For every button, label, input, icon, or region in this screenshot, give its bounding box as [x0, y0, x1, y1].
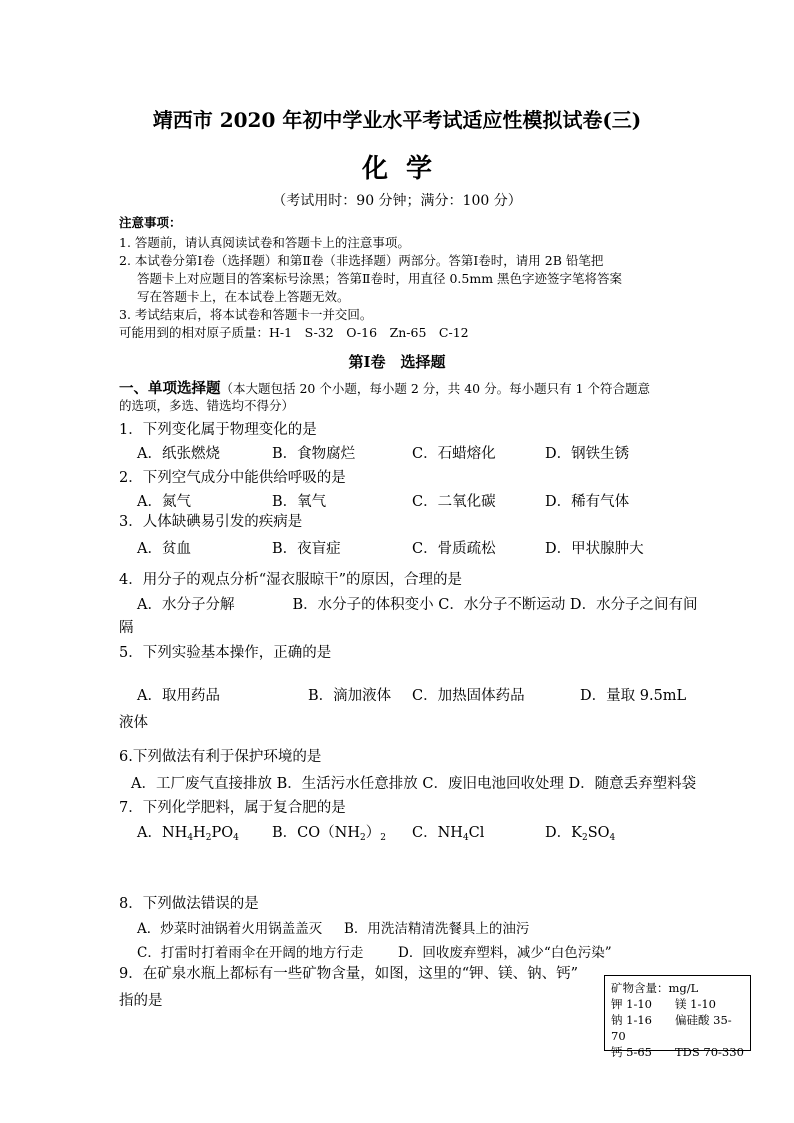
question-stem: 5．下列实验基本操作，正确的是: [119, 645, 332, 661]
option-d: D．甲状腺肿大: [545, 541, 644, 557]
option-b: B．夜盲症: [272, 541, 341, 557]
option-d: D．回收废弃塑料，减少“白色污染”: [398, 945, 612, 961]
part1-desc-cont: 的选项，多选、错选均不得分）: [119, 398, 295, 413]
option-d: D．$K_2SO_4$: [545, 825, 616, 843]
question-stem: 7．下列化学肥料，属于复合肥的是: [119, 800, 346, 816]
notes-item: 2. 本试卷分第Ⅰ卷（选择题）和第Ⅱ卷（非选择题）两部分。答第Ⅰ卷时，请用 2B 铅笔把: [119, 253, 604, 268]
options-line: A．水分子分解 B．水分子的体积变小 C．水分子不断运动 D．水分子之间有间: [137, 597, 698, 613]
notes-item: 1. 答题前，请认真阅读试卷和答题卡上的注意事项。: [119, 235, 410, 250]
option-c: C．打雷时打着雨伞在开阔的地方行走: [137, 945, 364, 961]
exam-title: 靖西市 2020 年初中学业水平考试适应性模拟试卷(三): [152, 108, 642, 132]
notes-item: 3. 考试结束后，将本试卷和答题卡一并交回。: [119, 307, 373, 322]
question-stem: 4．用分子的观点分析“湿衣服晾干”的原因，合理的是: [119, 572, 463, 588]
options-line: A．工厂废气直接排放 B．生活污水任意排放 C．废旧电池回收处理 D．随意丢弃塑料袋: [131, 776, 697, 792]
option-c: C．$NH_4Cl$: [412, 825, 485, 843]
option-d: D．钢铁生锈: [545, 446, 630, 462]
option-d: D．量取 9.5mL: [580, 688, 687, 704]
part1-desc: （本大题包括 20 个小题，每小题 2 分，共 40 分。每小题只有 1 个符合题意: [220, 381, 651, 396]
mineral-row: 钙 5-65 TDS 70-330: [611, 1045, 744, 1059]
option-a: A．$NH_4H_2PO_4$: [137, 825, 239, 843]
subject-title: 化学: [361, 154, 450, 184]
question-stem: 6.下列做法有利于保护环境的是: [119, 749, 322, 765]
question-stem: 2．下列空气成分中能供给呼吸的是: [119, 470, 346, 486]
question-stem: 9．在矿泉水瓶上都标有一些矿物含量，如图，这里的“钾、镁、钠、钙”: [119, 966, 579, 982]
atomic-masses: 可能用到的相对原子质量：H-1 S-32 O-16 Zn-65 C-12: [119, 325, 469, 340]
section-title: 第Ⅰ卷 选择题: [348, 353, 446, 371]
option-a: A．氮气: [137, 494, 191, 510]
exam-time-info: （考试用时：90 分钟；满分：100 分）: [272, 193, 522, 209]
option-c: C．二氧化碳: [412, 494, 496, 510]
option-a: A．取用药品: [137, 688, 220, 704]
option-b: B．滴加液体: [308, 688, 392, 704]
option-a: A．炒菜时油锅着火用锅盖盖灭: [137, 921, 323, 937]
question-stem-cont: 指的是: [119, 993, 163, 1009]
part1-heading: [119, 377, 650, 398]
option-b: B．氧气: [272, 494, 327, 510]
question-stem: 3．人体缺碘易引发的疾病是: [119, 514, 303, 530]
notes-heading: 注意事项：: [119, 215, 182, 230]
option-a: A．贫血: [137, 541, 191, 557]
option-b: B．用洗洁精清洗餐具上的油污: [344, 921, 530, 937]
options-line-cont: 隔: [119, 620, 134, 636]
mineral-row: 钾 1-10 镁 1-10: [611, 997, 716, 1011]
mineral-content-label: [604, 975, 751, 1059]
option-b: B．食物腐烂: [272, 446, 356, 462]
question-stem: 1．下列变化属于物理变化的是: [119, 422, 317, 438]
option-a: A．纸张燃烧: [137, 446, 220, 462]
mineral-title: 矿物含量：mg/L: [611, 981, 699, 995]
notes-item: 写在答题卡上，在本试卷上答题无效。: [137, 289, 350, 304]
option-d-cont: 液体: [119, 715, 148, 731]
option-d: D．稀有气体: [545, 494, 630, 510]
option-c: C．石蜡熔化: [412, 446, 496, 462]
mineral-row: 钠 1-16 偏硅酸 35-70: [611, 1013, 732, 1043]
option-c: C．骨质疏松: [412, 541, 496, 557]
option-b: B．$CO(NH_2)_2$: [272, 825, 386, 843]
notes-item: 答题卡上对应题目的答案标号涂黑；答第Ⅱ卷时，用直径 0.5mm 黑色字迹签字笔将答案: [137, 271, 623, 286]
option-c: C．加热固体药品: [412, 688, 525, 704]
part1-heading-label: 一、单项选择题: [119, 380, 221, 397]
question-stem: 8．下列做法错误的是: [119, 896, 259, 912]
